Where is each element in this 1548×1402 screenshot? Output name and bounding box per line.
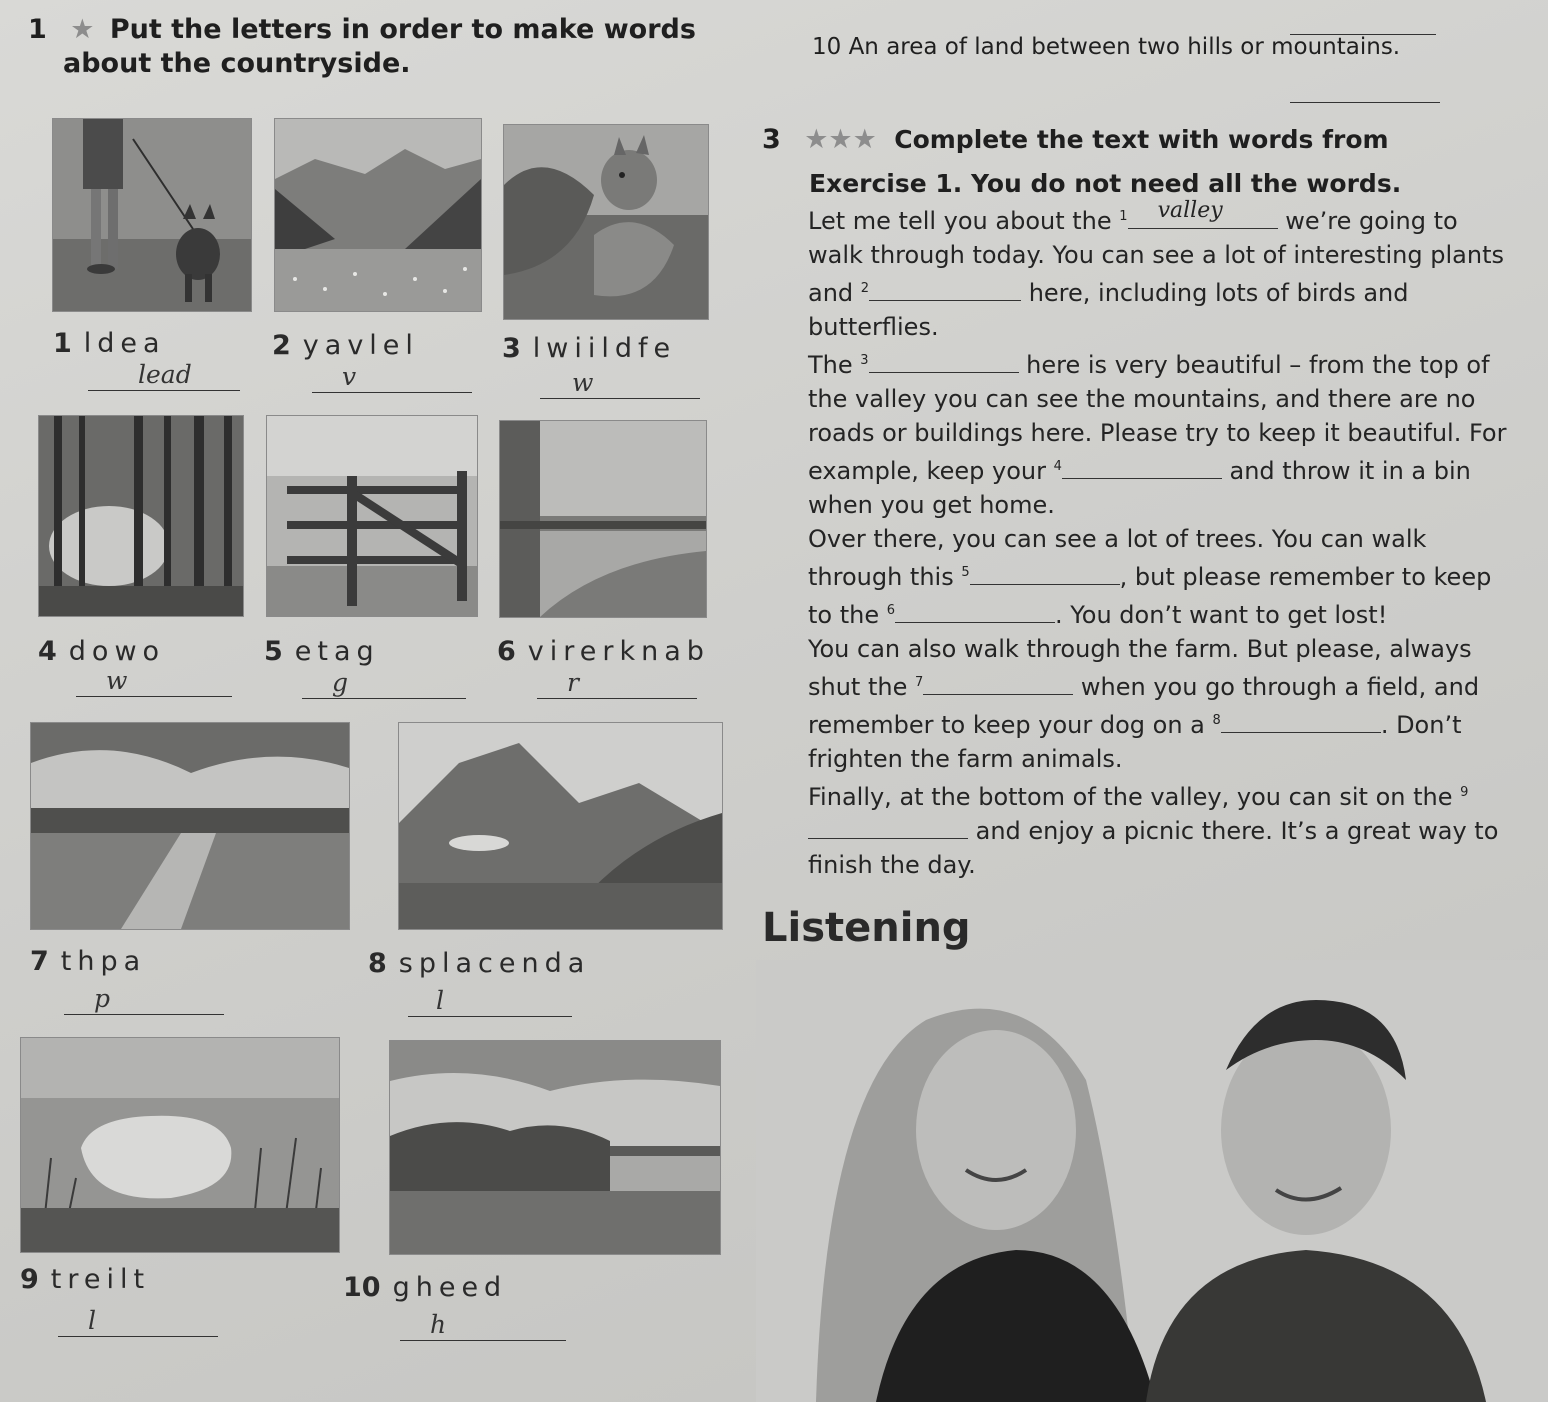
blank-6[interactable] [895, 600, 1055, 623]
photo-wood [38, 415, 244, 617]
exercise3-title [762, 124, 1389, 156]
blank-2[interactable] [869, 278, 1021, 301]
scramble-4: 4 dowo [38, 636, 166, 667]
scramble-9: 9 treilt [20, 1264, 151, 1295]
photo-gate [266, 415, 478, 617]
photo-two-teenagers [756, 960, 1548, 1402]
scramble-10: 10 gheed [343, 1272, 508, 1303]
instruction-text: Put the letters in order to make words [109, 14, 696, 45]
answer-1[interactable]: lead [88, 360, 240, 391]
photo-hedge [389, 1040, 721, 1255]
answer-8[interactable]: l [408, 986, 572, 1017]
answer-4[interactable]: w [76, 666, 232, 697]
photo-valley [274, 118, 482, 312]
photo-riverbank [499, 420, 707, 618]
blank-1[interactable]: valley [1128, 206, 1278, 229]
answer-5[interactable]: g [302, 668, 466, 699]
stars-icon: ★★★ [804, 124, 877, 155]
star-icon: ★ [70, 14, 95, 45]
answer-10[interactable]: h [400, 1310, 566, 1341]
photo-path [30, 722, 350, 930]
exercise-number: 1 [28, 14, 47, 45]
exercise3-text [808, 200, 1508, 882]
paragraph-4: You can also walk through the farm. But please, always shut the $^7$ when you go through a field, and remember to keep your dog on a $^8$ . Don’t frighten the farm animals. [808, 635, 1480, 773]
section-heading: Listening [762, 905, 971, 951]
photo-landscape-mountain [398, 722, 723, 930]
blank-4[interactable] [1062, 456, 1222, 479]
paragraph-5: Finally, at the bottom of the valley, you can sit on the $^9$ and enjoy a picnic there. It’s a great way to finish the day. [808, 783, 1499, 879]
blank-9[interactable] [808, 816, 968, 839]
blank-7[interactable] [923, 672, 1073, 695]
paragraph-2: The $^3$ here is very beautiful – from the top of the valley you can see the mountains, and there are no roads or buildings here. Please try to keep it beautiful. For example, keep your $^4$ and throw it in a bin when you get home. [808, 351, 1507, 519]
photo-squirrel-wildlife [503, 124, 709, 320]
scramble-3: 3 lwiildfe [502, 333, 677, 364]
answer-6[interactable]: r [537, 668, 697, 699]
blank-5[interactable] [970, 562, 1120, 585]
exercise-number: 3 [762, 124, 781, 155]
blank-3[interactable] [869, 350, 1019, 373]
answer-2[interactable]: v [312, 362, 472, 393]
question-10: 10 An area of land between two hills or mountains. [812, 34, 1401, 60]
scramble-2: 2 yavlel [272, 330, 419, 361]
answer-line-10[interactable] [1290, 102, 1440, 103]
paragraph-3: Over there, you can see a lot of trees. You can walk through this $^5$ , but please remember to keep to the $^6$ . You don’t want to get lost! [808, 525, 1492, 629]
paragraph-1: Let me tell you about the $^1$ valley we’re going to walk through today. You can see a lot of interesting plants and $^2$ here, including lots of birds and butterflies. [808, 198, 1504, 341]
answer-7[interactable]: p [64, 984, 224, 1015]
exercise1-title-line2: about the countryside. [63, 48, 411, 79]
photo-dog-on-lead [52, 118, 252, 312]
scramble-5: 5 etag [264, 636, 380, 667]
instruction-text: Complete the text with words from [894, 125, 1389, 154]
exercise3-title-line2: Exercise 1. You do not need all the words. [809, 169, 1402, 198]
blank-8[interactable] [1221, 710, 1381, 733]
scramble-7: 7 thpa [30, 946, 147, 977]
answer-9[interactable]: l [58, 1306, 218, 1337]
answer-3[interactable]: w [540, 368, 700, 399]
scramble-1: 1 ldea [53, 328, 166, 359]
exercise1-title [28, 14, 696, 46]
scramble-8: 8 splacenda [368, 948, 591, 979]
scramble-6: 6 virerknab [497, 636, 710, 667]
photo-rock [20, 1037, 340, 1253]
